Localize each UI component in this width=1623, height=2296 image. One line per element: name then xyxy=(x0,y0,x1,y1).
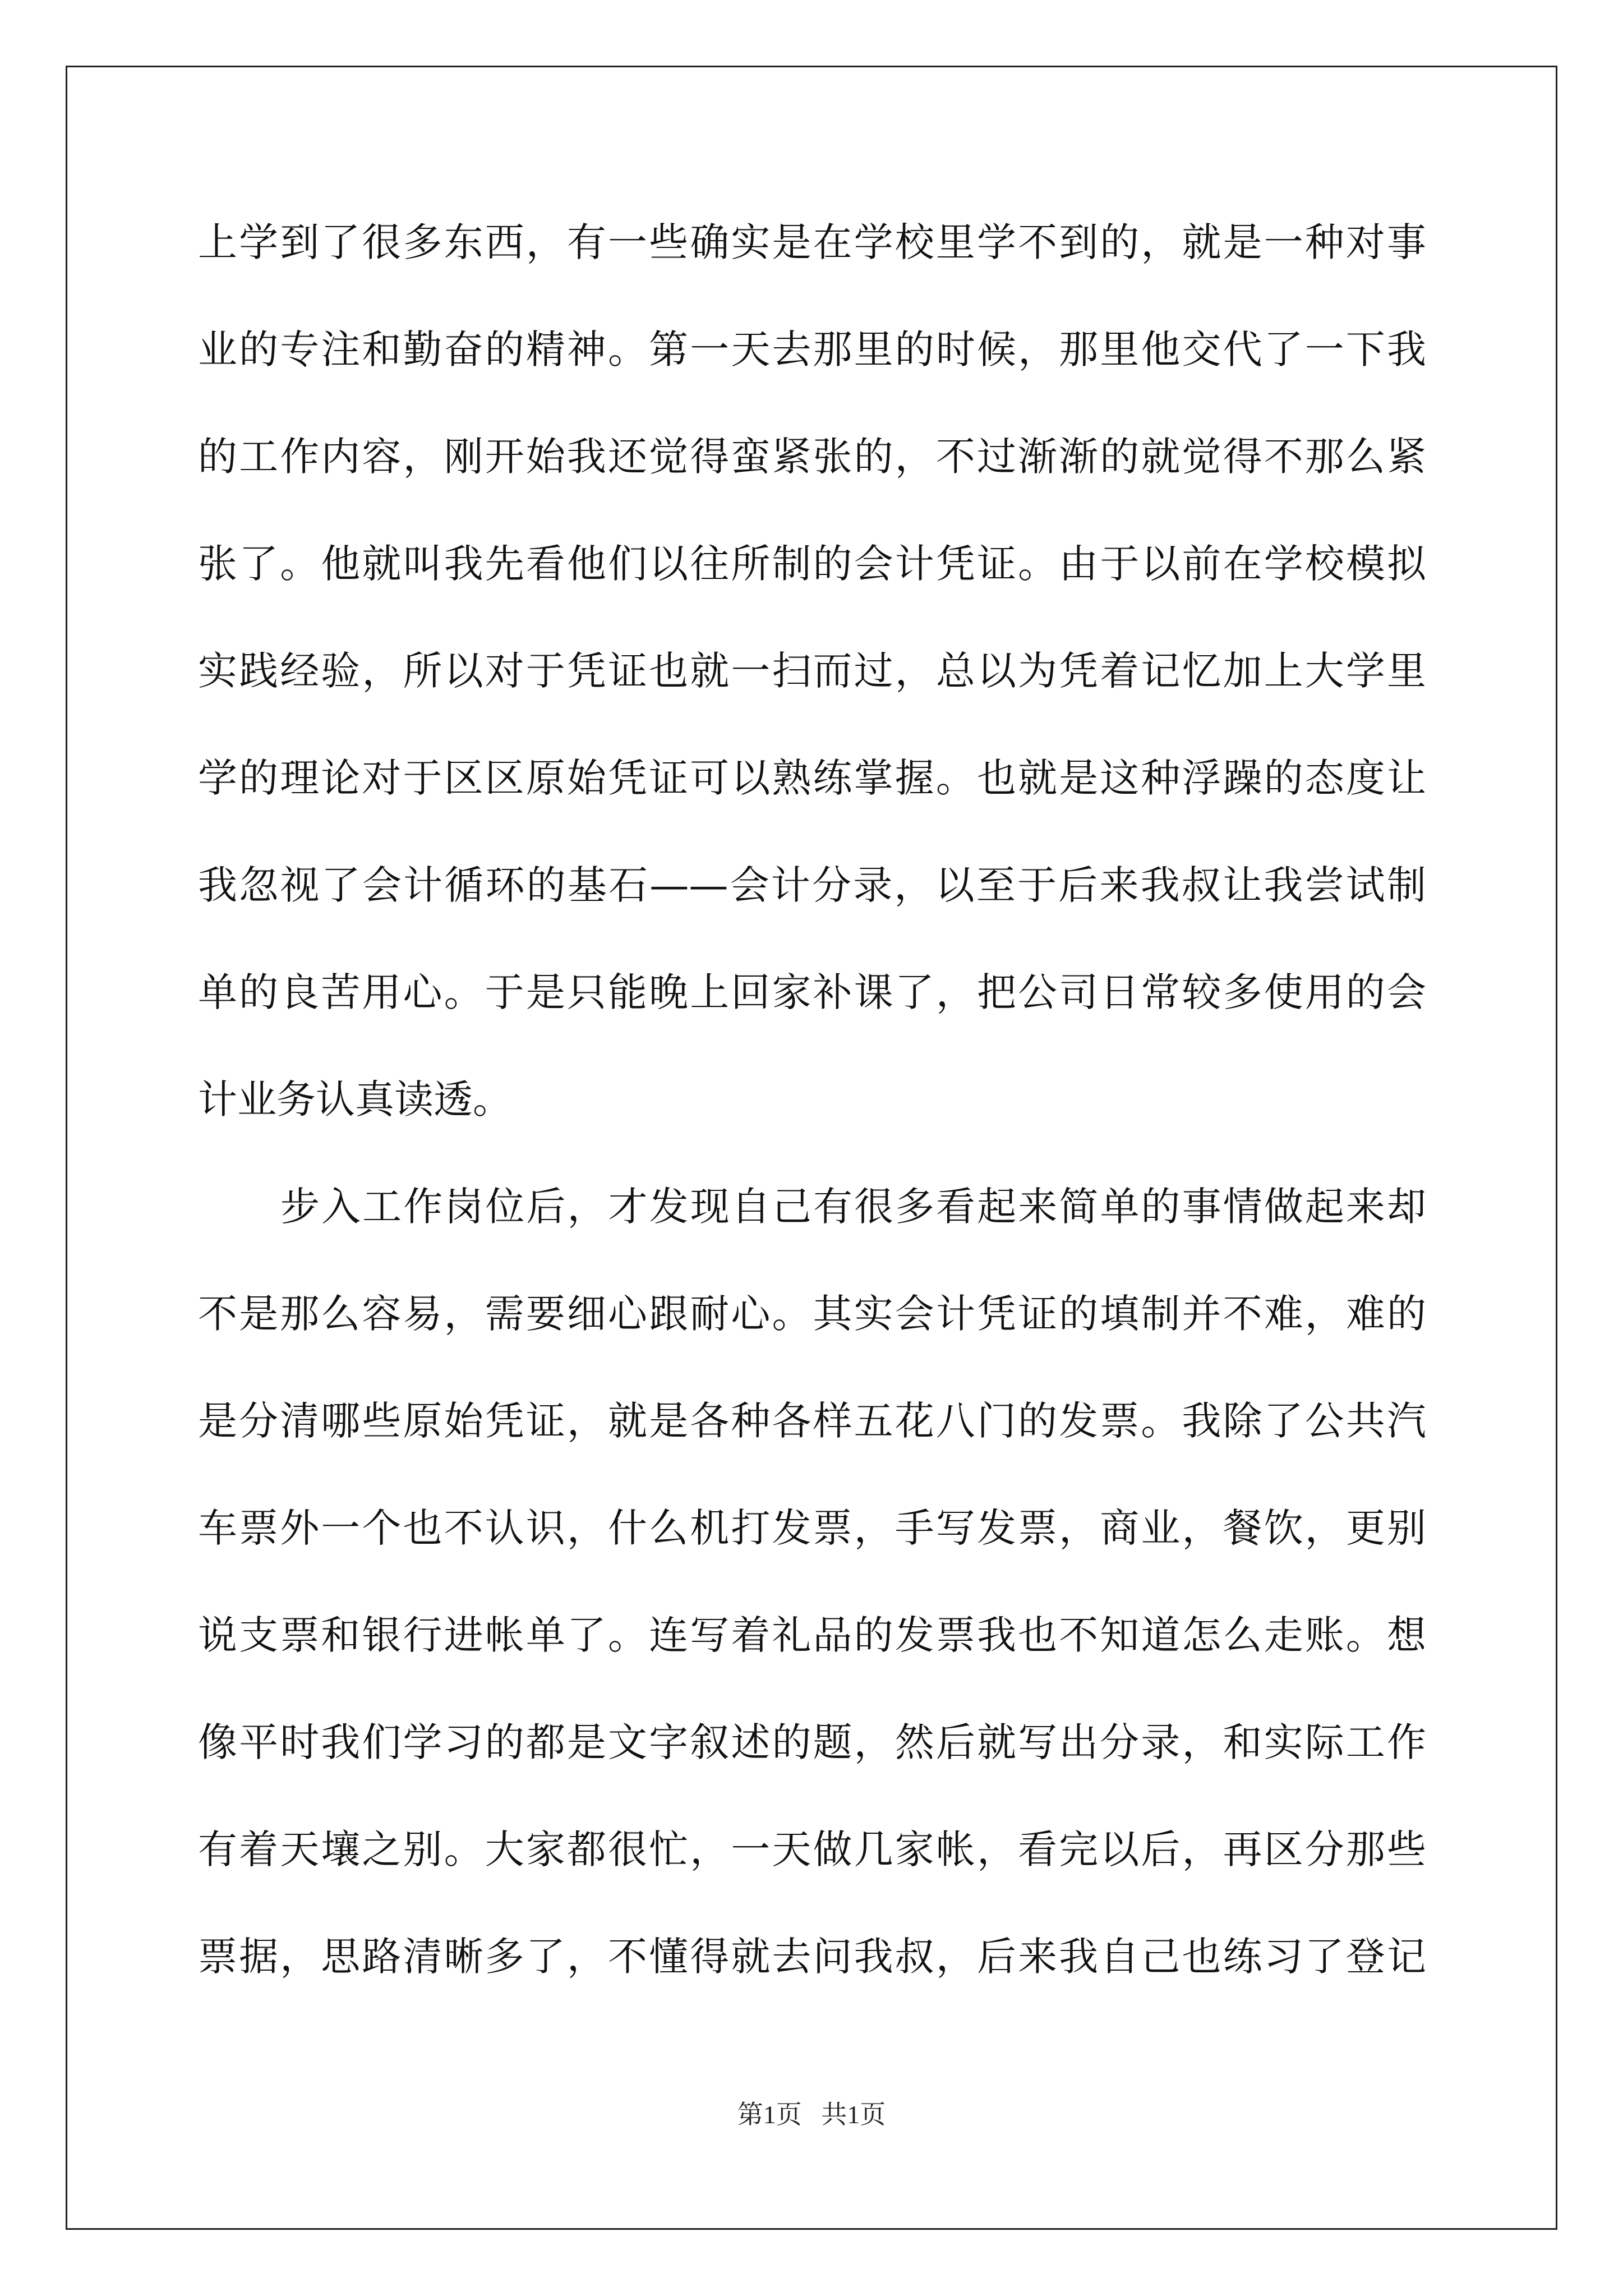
paragraph-first-line: 步入工作岗位后，才发现自己有很多看起来简单的事情做起来却 xyxy=(280,1184,1426,1230)
page-border xyxy=(66,66,1557,2230)
page-number-current: 第1页 xyxy=(737,2100,802,2129)
text-line: 票据，思路清晰多了，不懂得就去问我叔，后来我自己也练习了登记 xyxy=(198,1934,1426,1980)
text-line: 说支票和银行进帐单了。连写着礼品的发票我也不知道怎么走账。想 xyxy=(198,1612,1426,1658)
text-line: 有着天壤之别。大家都很忙，一天做几家帐，看完以后，再区分那些 xyxy=(198,1826,1426,1872)
text-line: 车票外一个也不认识，什么机打发票，手写发票，商业，餐饮，更别 xyxy=(198,1505,1426,1551)
text-line: 不是那么容易，需要细心跟耐心。其实会计凭证的填制并不难，难的 xyxy=(198,1291,1426,1337)
text-line: 学的理论对于区区原始凭证可以熟练掌握。也就是这种浮躁的态度让 xyxy=(198,755,1426,801)
text-line: 业的专注和勤奋的精神。第一天去那里的时候，那里他交代了一下我 xyxy=(198,326,1426,372)
page-number-total: 共1页 xyxy=(821,2100,886,2129)
text-line: 我忽视了会计循环的基石——会计分录，以至于后来我叔让我尝试制 xyxy=(198,862,1426,908)
text-line: 实践经验，所以对于凭证也就一扫而过，总以为凭着记忆加上大学里 xyxy=(198,648,1426,694)
text-line: 的工作内容，刚开始我还觉得蛮紧张的，不过渐渐的就觉得不那么紧 xyxy=(198,434,1426,480)
page-footer xyxy=(0,2098,1623,2132)
text-line: 像平时我们学习的都是文字叙述的题，然后就写出分录，和实际工作 xyxy=(198,1719,1426,1765)
text-line: 计业务认真读透。 xyxy=(198,1076,512,1122)
text-line: 单的良苦用心。于是只能晚上回家补课了，把公司日常较多使用的会 xyxy=(198,969,1426,1015)
text-line: 上学到了很多东西，有一些确实是在学校里学不到的，就是一种对事 xyxy=(198,219,1426,265)
text-line: 张了。他就叫我先看他们以往所制的会计凭证。由于以前在学校模拟 xyxy=(198,541,1426,587)
text-line: 是分清哪些原始凭证，就是各种各样五花八门的发票。我除了公共汽 xyxy=(198,1398,1426,1444)
